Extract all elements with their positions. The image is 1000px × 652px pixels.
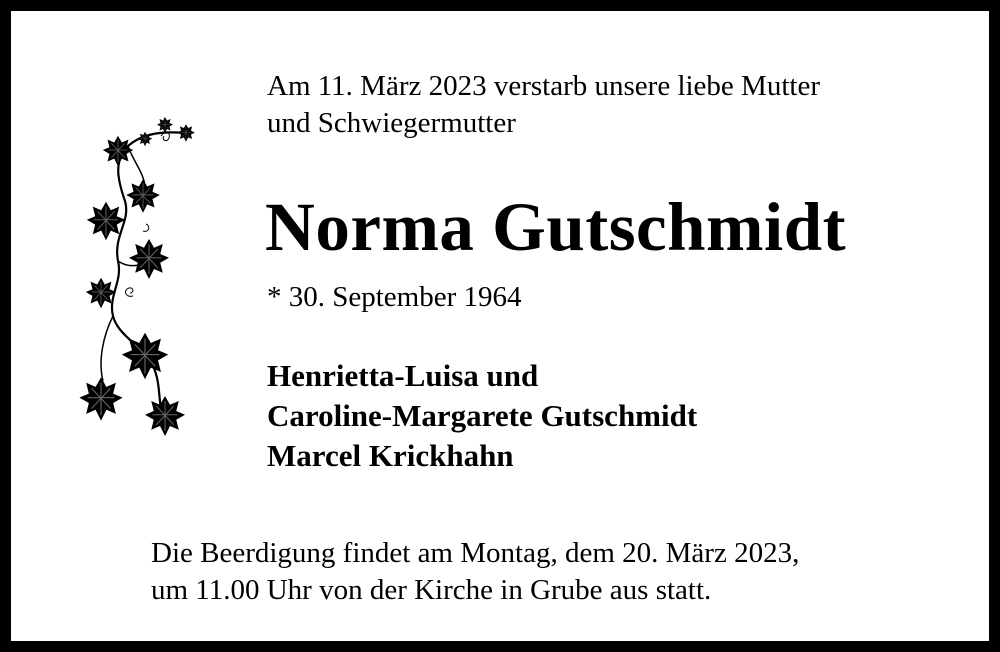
ivy-vine-icon bbox=[73, 111, 203, 446]
mourners-list bbox=[267, 356, 697, 476]
mourner-line: Henrietta-Luisa und bbox=[267, 358, 539, 393]
funeral-line-2: um 11.00 Uhr von der Kirche in Grube aus statt. bbox=[151, 574, 712, 606]
mourner-line: Caroline-Margarete Gutschmidt bbox=[267, 398, 698, 433]
funeral-line-1: Die Beerdigung findet am Montag, dem 20. März 2023, bbox=[151, 537, 800, 569]
birth-date: * 30. September 1964 bbox=[267, 281, 522, 313]
intro-line-2: und Schwiegermutter bbox=[267, 107, 516, 139]
mourner-line: Marcel Krickhahn bbox=[267, 438, 514, 473]
intro-line-1: Am 11. März 2023 verstarb unsere liebe Mutter bbox=[267, 70, 820, 102]
death-announcement bbox=[267, 68, 820, 142]
funeral-information bbox=[151, 535, 799, 609]
deceased-name: Norma Gutschmidt bbox=[265, 189, 847, 265]
